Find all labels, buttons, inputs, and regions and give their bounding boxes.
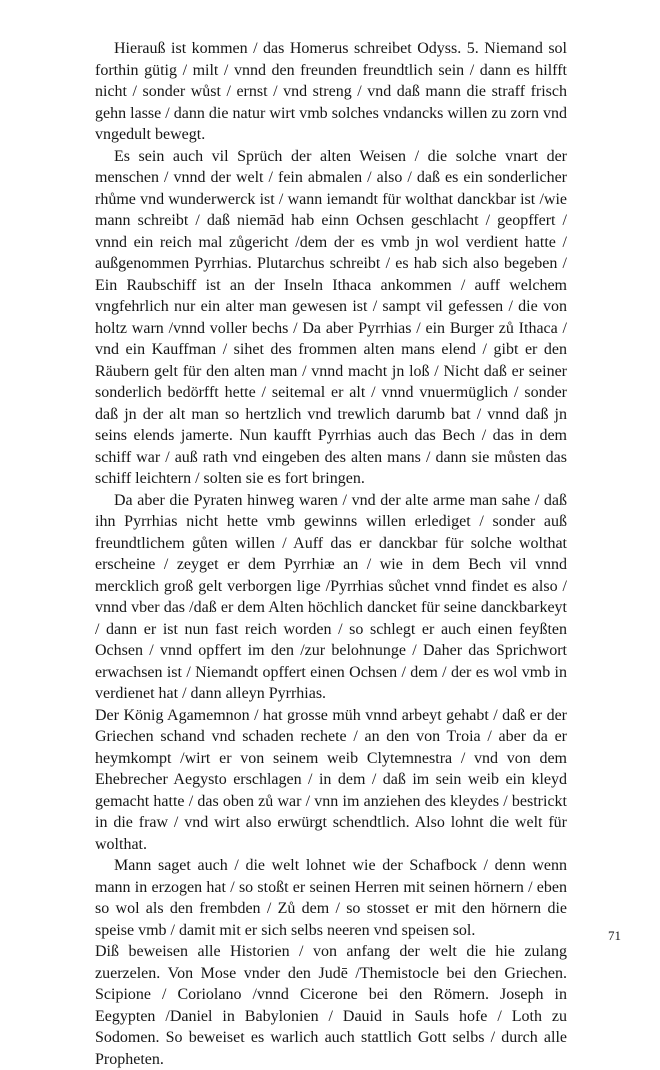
page-number: 71	[608, 928, 621, 943]
page-text	[95, 38, 567, 1070]
paragraph-1: Hierauß ist kommen / das Homerus schreibet Odyss. 5. Niemand sol forthin gütig / milt / vnnd den freunden freundtlich sein / dann es hilfft nicht / sonder wůst / ernst / vnd streng / vnd daß mann die straff frisch gehn lasse / dann die natur wirt vmb solches vndancks willen zu zorn vnd vngedult bewegt.	[95, 40, 567, 143]
paragraph-4: Der König Agamemnon / hat grosse müh vnnd arbeyt gehabt / daß er der Griechen schand vnd schaden rechete / an den von Troia / aber da er heymkompt /wirt er von seinem weib Clytemnestra / vnd von dem Ehebrecher Aegysto erschlagen / in dem / daß im sein weib ein kleyd gemacht hatte / das oben zů war / vnn im anziehen des kleydes / bestrickt in die fraw / vnd wirt also erwürgt schendtlich. Also lohnt die welt für wolthat.	[95, 706, 567, 853]
paragraph-3: Da aber die Pyraten hinweg waren / vnd der alte arme man sahe / daß ihn Pyrrhias nicht hette vmb gewinns willen erlediget / sonder auß freundtlichem gůten willen / Auff das er danckbar für solche wolthat erscheine / zeyget er dem Pyrrhiæ an / wie in dem Bech vil vnnd mercklich groß gelt verborgen lige /Pyrrhias sůchet vnnd findet es also / vnnd vber das /daß er dem Alten höchlich dancket für seine danckbarkeyt / dann er ist nun fast reich worden / so schlegt er auch einen feyßten Ochsen / vnnd opffert im den /zur belohnunge / Daher das Sprichwort erwachsen ist / Niemandt opffert einen Ochsen / dem / der es wol vmb in verdienet hat / dann alleyn Pyrrhias.	[95, 491, 567, 702]
paragraph-2: Es sein auch vil Sprüch der alten Weisen / die solche vnart der menschen / vnnd der welt / fein abmalen / also / daß es ein sonderlicher rhůme vnd wunderwerck ist / wann iemandt für wolthat danckbar ist /wie mann schreibt / daß niemād hab einn Ochsen geschlacht / geopffert / vnnd ein reich mal zůgericht /dem der es vmb jn wol verdient hatte / außgenommen Pyrrhias. Plutarchus schreibt / es hab sich also begeben / Ein Raubschiff ist an der Inseln Ithaca ankommen / auff welchem vngfehrlich nur ein alter man gewesen ist / sampt vil gefessen / die von holtz warn /vnnd voller bechs / Da aber Pyrrhias / ein Burger zů Ithaca / vnd ein Kauffman / sihet des frommen alten mans elend / gibt er den Räubern gelt für den alten man / vnnd macht jn loß / Nicht daß er seiner sonderlich bedörfft hette / seitemal er alt / vnnd vnuermüglich / sonder daß jn der alt man so hertzlich vnd trewlich darumb bat / vnnd daß jn seins elends jamerte. Nun kaufft Pyrrhias auch das Bech / das in dem schiff war / auß rath vnd eingeben des alten mans / dann sie můsten das schiff leichtern / solten sie es fort bringen.	[95, 147, 567, 487]
paragraph-6: Diß beweisen alle Historien / von anfang der welt die hie zulang zuerzelen. Von Mose vnder den Judē /Themistocle bei den Griechen. Scipione / Coriolano /vnnd Cicerone bei den Römern. Joseph in Eegypten /Daniel in Babylonien / Dauid in Sauls hofe / Loth zu Sodomen. So beweiset es warlich auch stattlich Gott selbs / durch alle Propheten.	[95, 943, 567, 1068]
paragraph-5: Mann saget auch / die welt lohnet wie der Schafbock / denn wenn mann in erzogen hat / so stoßt er seinen Herren mit seinen hörnern / eben so wol als den frembden / Zů dem / so stosset er mit den hörnern die speise vmb / damit mit er sich selbs neeren vnd speisen sol.	[95, 857, 567, 939]
